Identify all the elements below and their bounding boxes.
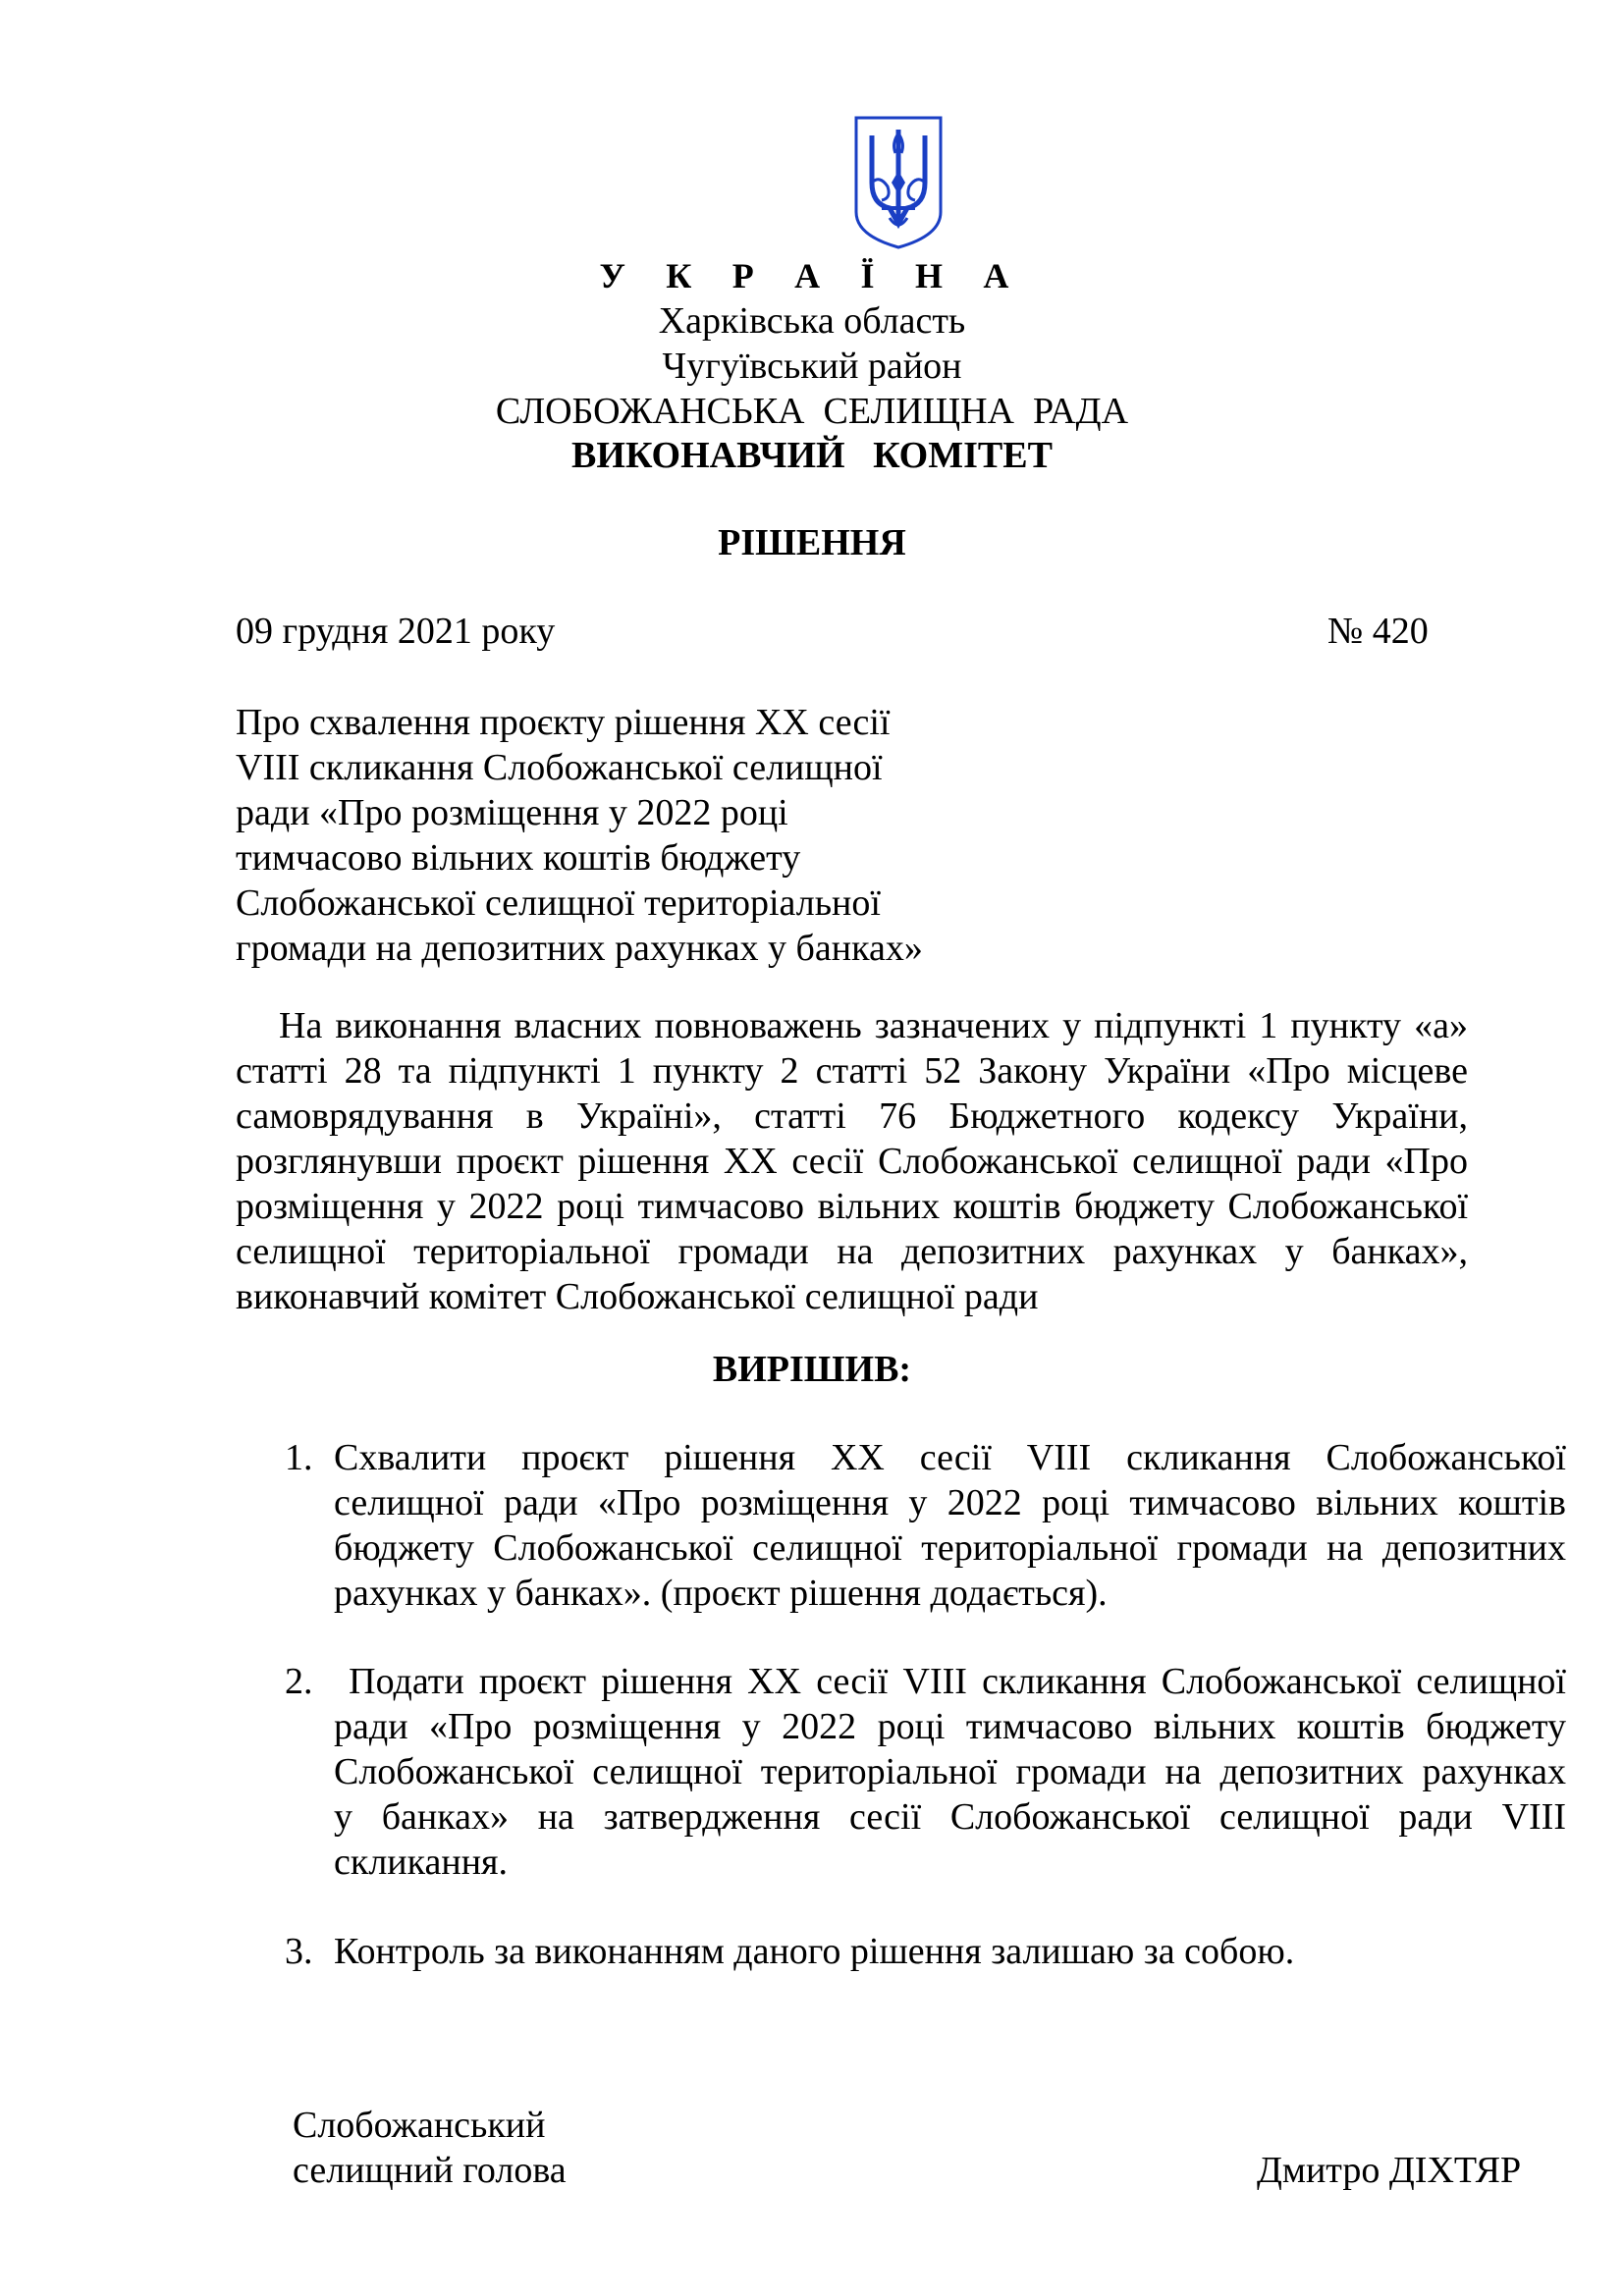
preamble-line: розміщення у 2022 році тимчасово вільних коштів бюджету Слобожанської: [236, 1186, 1468, 1227]
subject-line: Слобожанської селищної територіальної: [236, 882, 881, 924]
country-name: У К Р А Ї Н А: [599, 256, 1025, 295]
item-number: 2.: [285, 1661, 313, 1702]
item-number: 1.: [285, 1437, 313, 1478]
preamble-line: розглянувши проєкт рішення ХХ сесії Слобожанської селищної ради «Про: [236, 1141, 1468, 1182]
item-line: скликання.: [334, 1842, 509, 1883]
item-line: у банках» на затвердження сесії Слобожанської селищної ради VІІІ: [334, 1796, 1566, 1838]
preamble-paragraph: [236, 1003, 1468, 1319]
list-item: [334, 1435, 1566, 1616]
item-line: селищної ради «Про розміщення у 2022 році тимчасово вільних коштів: [334, 1482, 1566, 1523]
resolved-heading: ВИРІШИВ:: [712, 1349, 912, 1390]
item-line: Схвалити проєкт рішення ХХ сесії VІІІ скликання Слобожанської: [334, 1437, 1566, 1478]
subject-block: [236, 700, 923, 971]
council-name: СЛОБОЖАНСЬКА СЕЛИЩНА РАДА: [495, 391, 1129, 432]
item-line: бюджету Слобожанської селищної територіальної громади на депозитних: [334, 1527, 1566, 1569]
preamble-line: виконавчий комітет Слобожанської селищної ради: [236, 1276, 1039, 1317]
list-item: [334, 1659, 1566, 1885]
signatory-name: Дмитро ДІХТЯР: [1257, 2150, 1522, 2191]
region-name: Харківська область: [658, 300, 966, 342]
item-line: Слобожанської селищної територіальної громади на депозитних рахунках: [334, 1751, 1566, 1792]
subject-line: тимчасово вільних коштів бюджету: [236, 837, 801, 879]
document-date: 09 грудня 2021 року: [236, 611, 556, 652]
signatory-position-line2: селищний голова: [293, 2150, 567, 2191]
signatory-position-line1: Слобожанський: [293, 2105, 546, 2146]
item-line: Подати проєкт рішення ХХ сесії VІІІ скликання Слобожанської селищної: [334, 1661, 1566, 1702]
item-line: ради «Про розміщення у 2022 році тимчасово вільних коштів бюджету: [334, 1706, 1566, 1747]
preamble-line: селищної територіальної громади на депозитних рахунках у банках»,: [236, 1231, 1468, 1272]
list-item: [334, 1929, 1566, 1974]
item-line: рахунках у банках». (проєкт рішення додається).: [334, 1573, 1108, 1614]
subject-line: VІІІ скликання Слобожанської селищної: [236, 747, 883, 788]
preamble-line: самоврядування в Україні», статті 76 Бюджетного кодексу України,: [236, 1095, 1468, 1137]
document-number: № 420: [1327, 611, 1429, 652]
document-type: РІШЕННЯ: [718, 522, 906, 563]
subject-line: ради «Про розміщення у 2022 році: [236, 792, 788, 833]
district-name: Чугуївський район: [662, 346, 962, 387]
committee-name: ВИКОНАВЧИЙ КОМІТЕТ: [571, 435, 1053, 476]
subject-line: Про схвалення проєкту рішення ХХ сесії: [236, 702, 891, 743]
coat-of-arms-icon: [852, 114, 945, 251]
subject-line: громади на депозитних рахунках у банках»: [236, 928, 923, 969]
preamble-line: статті 28 та підпункті 1 пункту 2 статті 52 Закону України «Про місцеве: [236, 1050, 1468, 1092]
item-line: Контроль за виконанням даного рішення залишаю за собою.: [334, 1931, 1295, 1972]
item-number: 3.: [285, 1931, 313, 1972]
preamble-line: На виконання власних повноважень зазначених у підпункті 1 пункту «а»: [279, 1005, 1468, 1046]
